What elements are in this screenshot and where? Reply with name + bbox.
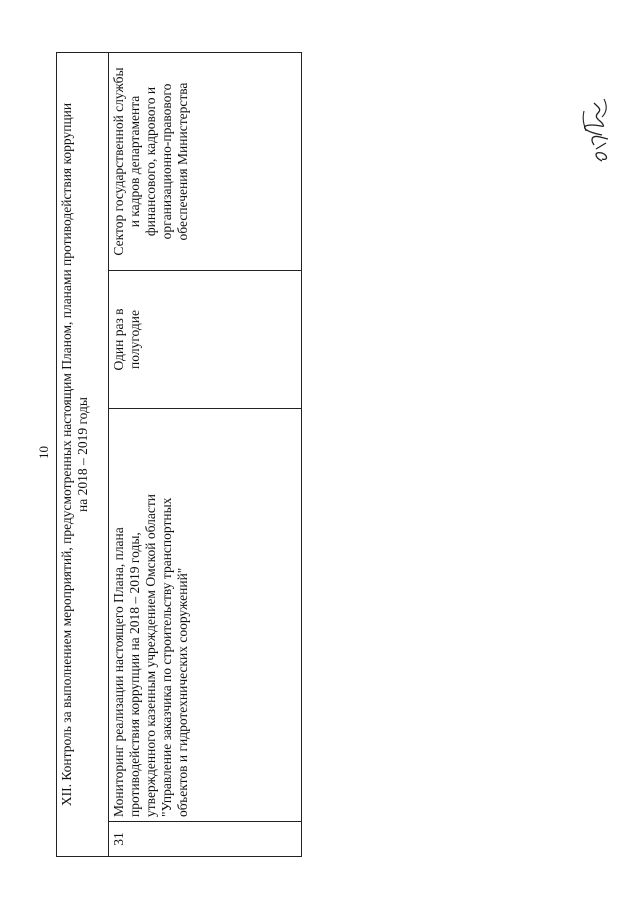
signature-drawing — [572, 95, 614, 165]
section-title: XII. Контроль за выполнением мероприятий, предусмотренных настоящим Планом, планами противодействия коррупции на 2018 – 2019 годы — [57, 53, 109, 856]
period-cell: Один раз в полугодие — [109, 270, 301, 408]
responsible-cell: Сектор государственной службы и кадров департамента финансового, кадрового и организационно-правового обеспечения Министерства — [111, 67, 190, 256]
row-number: 31 — [109, 821, 301, 856]
table-row — [109, 53, 301, 856]
page-number: 10 — [36, 446, 51, 459]
plan-table — [56, 52, 302, 857]
handwritten-signature — [572, 95, 614, 165]
activity-cell: Мониторинг реализации настоящего Плана, плана противодействия коррупции на 2018 – 2019 годы, утвержденного казенным учреждением Омской области "Управление заказчика по строительству транспортных объектов и гидротехнических сооружений" — [109, 408, 301, 821]
